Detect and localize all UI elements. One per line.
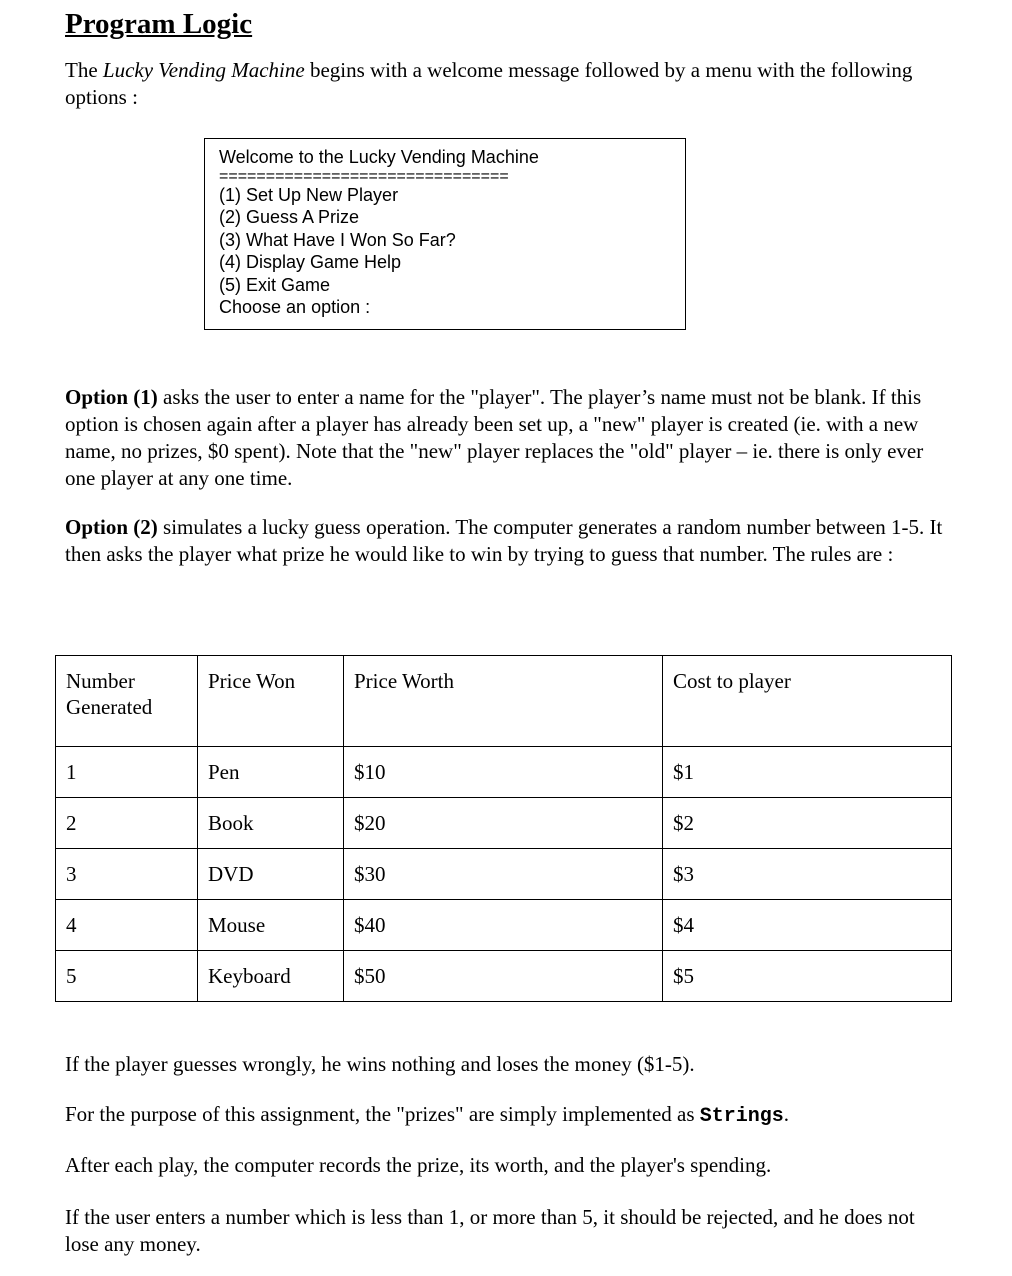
menu-separator: ===============================	[219, 168, 509, 185]
option2-label: Option (2)	[65, 515, 158, 539]
option1-label: Option (1)	[65, 385, 158, 409]
cell-worth: $50	[344, 951, 663, 1002]
menu-option-4: (4) Display Game Help	[219, 252, 402, 273]
cell-number: 3	[56, 849, 198, 900]
intro-post: begins with a welcome message followed by a menu with the following options :	[65, 58, 913, 109]
menu-prompt: Choose an option :	[219, 297, 371, 318]
table-header-row	[56, 656, 952, 747]
cell-number: 4	[56, 900, 198, 951]
table-row	[56, 747, 952, 798]
cell-cost: $2	[663, 798, 952, 849]
cell-prize: Pen	[198, 747, 344, 798]
cell-cost: $5	[663, 951, 952, 1002]
cell-cost: $4	[663, 900, 952, 951]
note-strings-pre: For the purpose of this assignment, the "prizes" are simply implemented as	[65, 1102, 700, 1126]
cell-worth: $10	[344, 747, 663, 798]
table-row	[56, 951, 952, 1002]
cell-worth: $40	[344, 900, 663, 951]
option1-text: asks the user to enter a name for the "player". The player’s name must not be blank. If this option is chosen again after a player has already been set up, a "new" player is created (ie. with a new name, no prizes, $0 spent). Note that the "new" player replaces the "old" player – ie. there is only ever one player at any one time.	[65, 385, 924, 490]
cell-number: 5	[56, 951, 198, 1002]
table-row	[56, 798, 952, 849]
menu-option-5: (5) Exit Game	[219, 274, 331, 295]
header-price-won: Price Won	[198, 656, 344, 747]
cell-worth: $20	[344, 798, 663, 849]
note-wrong-guess: If the player guesses wrongly, he wins nothing and loses the money ($1-5).	[65, 1052, 695, 1076]
note-strings-post: .	[783, 1102, 790, 1126]
cell-cost: $1	[663, 747, 952, 798]
intro-pre: The	[65, 58, 103, 82]
cell-worth: $30	[344, 849, 663, 900]
option1-paragraph	[65, 384, 945, 492]
menu-option-3: (3) What Have I Won So Far?	[219, 229, 456, 250]
intro-machine-name: Lucky Vending Machine	[102, 58, 305, 82]
option2-paragraph	[65, 514, 945, 568]
header-price-worth: Price Worth	[344, 656, 663, 747]
menu-welcome: Welcome to the Lucky Vending Machine	[219, 147, 539, 167]
header-cost-to-player: Cost to player	[663, 656, 952, 747]
intro-paragraph	[65, 57, 945, 111]
note-strings-code: Strings	[699, 1105, 784, 1128]
cell-number: 2	[56, 798, 198, 849]
cell-prize: Mouse	[198, 900, 344, 951]
menu-box	[204, 138, 686, 330]
prize-rules-table	[55, 655, 952, 1002]
menu-option-2: (2) Guess A Prize	[219, 207, 360, 228]
note-reject: If the user enters a number which is less than 1, or more than 5, it should be rejected, and he does not lose any money.	[65, 1205, 915, 1256]
table-row	[56, 900, 952, 951]
cell-prize: Book	[198, 798, 344, 849]
cell-prize: DVD	[198, 849, 344, 900]
cell-prize: Keyboard	[198, 951, 344, 1002]
table-row	[56, 849, 952, 900]
note-strings	[65, 1101, 945, 1130]
menu-option-1: (1) Set Up New Player	[219, 185, 399, 205]
cell-cost: $3	[663, 849, 952, 900]
note-records: After each play, the computer records the prize, its worth, and the player's spending.	[65, 1153, 772, 1177]
cell-number: 1	[56, 747, 198, 798]
option2-text: simulates a lucky guess operation. The computer generates a random number between 1-5. It then asks the player what prize he would like to win by trying to guess that number. The rules are :	[65, 515, 943, 566]
header-number-generated: Number Generated	[56, 656, 198, 747]
page-title: Program Logic	[65, 8, 253, 40]
